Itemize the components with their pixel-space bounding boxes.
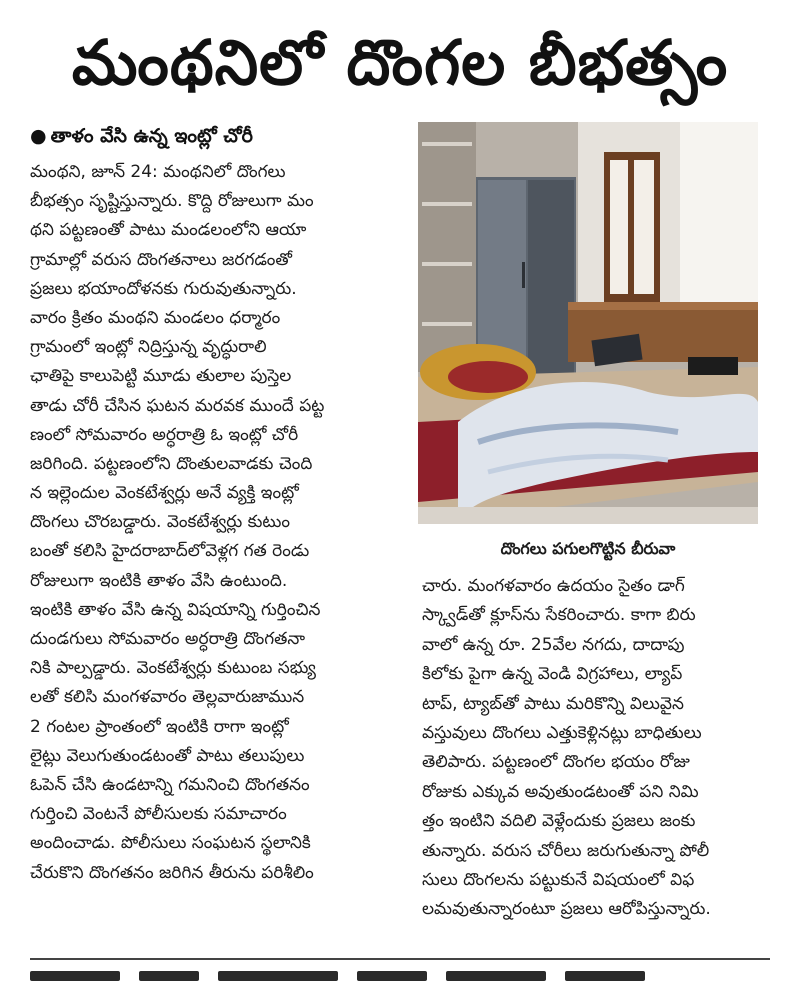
- article-line: ఓపెన్ చేసి ఉండటాన్ని గమనించి దొంగతనం: [30, 774, 310, 795]
- article-line: మంథని, జూన్ 24: మంథనిలో దొంగలు: [30, 162, 286, 182]
- article-line: కిలోకు పైగా ఉన్న వెండి విగ్రహాలు, ల్యాప్: [422, 664, 683, 685]
- news-photo: [418, 122, 758, 524]
- article-line: గుర్తించి వెంటనే పోలీసులకు సమాచారం: [30, 804, 287, 825]
- article-line: టాప్, ట్యాబ్‌తో పాటు మరికొన్ని విలువైన: [422, 693, 684, 714]
- article-line: వాలో ఉన్న రూ. 25వేల నగదు, దాదాపు: [422, 634, 685, 655]
- text-fragment: [357, 971, 427, 981]
- subheadline: [30, 120, 410, 152]
- article-line: జరిగింది. పట్టణంలోని దొంతులవాడకు చెంది: [30, 453, 313, 474]
- article-line: చారు. మంగళవారం ఉదయం సైతం డాగ్: [422, 576, 685, 596]
- article-line: ణంలో సోమవారం అర్ధరాత్రి ఓ ఇంట్లో చోరీ: [30, 424, 299, 445]
- text-fragment: [565, 971, 645, 981]
- article-line: తాడు చోరీ చేసిన ఘటన మరవక ముందే పట్ట: [30, 395, 325, 416]
- article-line: అందించాడు. పోలీసులు సంఘటన స్థలానికి: [30, 833, 311, 854]
- article-line: 2 గంటల ప్రాంతంలో ఇంటికి రాగా ఇంట్లో: [30, 716, 289, 737]
- article-line: న ఇల్లెందుల వెంకటేశ్వర్లు అనే వ్యక్తి ఇంట్లో: [30, 483, 299, 504]
- subheadline-text: తాళం వేసి ఉన్న ఇంట్లో చోరీ: [50, 125, 253, 147]
- article-line: త్తం ఇంటిని వదిలి వెళ్లేందుకు ప్రజలు జంకు: [422, 811, 696, 832]
- text-fragment: [30, 971, 120, 981]
- bedroom-photo-illustration: [418, 122, 758, 524]
- article-line: గ్రామాల్లో వరుస దొంగతనాలు జరగడంతో: [30, 249, 292, 270]
- next-article-strip: [30, 966, 770, 982]
- bottom-divider: [30, 958, 770, 960]
- article-line: దుండగులు సోమవారం అర్ధరాత్రి దొంగతనా: [30, 629, 306, 649]
- article-line: నికి పాల్పడ్డారు. వెంకటేశ్వర్లు కుటుంబ సభ్యు: [30, 658, 316, 679]
- article-line: తున్నారు. వరుస చోరీలు జరుగుతున్నా పోలీ: [422, 840, 710, 861]
- text-fragment: [446, 971, 546, 981]
- article-left-column: [30, 158, 410, 888]
- article-line: చేరుకొని దొంగతనం జరిగిన తీరును పరిశీలిం: [30, 862, 314, 883]
- article-line: దొంగలు చొరబడ్డారు. వెంకటేశ్వర్లు కుటుం: [30, 512, 291, 533]
- article-line: ఛాతిపై కాలుపెట్టి మూడు తులాల పుస్తెల: [30, 366, 292, 387]
- photo-caption: దొంగలు పగులగొట్టిన బీరువా: [500, 539, 676, 558]
- article-line: లతో కలిసి మంగళవారం తెల్లవారుజామున: [30, 687, 305, 708]
- article-line: రోజులుగా ఇంటికి తాళం వేసి ఉంటుంది.: [30, 570, 288, 591]
- article-line: సులు దొంగలను పట్టుకునే విషయంలో విఫ: [422, 869, 695, 890]
- bullet-icon: ●: [30, 125, 47, 147]
- text-fragment: [139, 971, 199, 981]
- text-fragment: [218, 971, 338, 981]
- article-line: రోజుకు ఎక్కువ అవుతుండటంతో పని నిమి: [422, 781, 699, 802]
- article-line: బంతో కలిసి హైదరాబాద్‌లోవెళ్లగ గత రెండు: [30, 541, 310, 562]
- article-line: గ్రామంలో ఇంట్లో నిద్రిస్తున్న వృద్ధురాలి: [30, 337, 267, 358]
- article-line: బీభత్సం సృష్టిస్తున్నారు. కొద్ది రోజులుగా మం: [30, 191, 314, 212]
- article-line: వారం క్రితం మంథని మండలం ధర్మారం: [30, 307, 281, 328]
- article-line: లైట్లు వెలుగుతుండటంతో పాటు తలుపులు: [30, 745, 305, 766]
- article-line: వస్తువులు దొంగలు ఎత్తుకెళ్లినట్లు బాధితులు: [422, 722, 702, 743]
- headline: మంథనిలో దొంగల బీభత్సం: [71, 26, 729, 99]
- article-line: ప్రజలు భయాందోళనకు గురువుతున్నారు.: [30, 278, 297, 299]
- article-line: స్క్వాడ్‌తో క్లూస్‌ను సేకరించారు. కాగా బిరు: [422, 605, 696, 626]
- article-line: థని పట్టణంతో పాటు మండలంలోని ఆయా: [30, 220, 307, 241]
- article-right-column: [422, 572, 766, 925]
- article-line: తెలిపారు. పట్టణంలో దొంగల భయం రోజు: [422, 752, 690, 773]
- article-line: ఇంటికి తాళం వేసి ఉన్న విషయాన్ని గుర్తించిన: [30, 599, 321, 620]
- article-line: లమవుతున్నారంటూ ప్రజలు ఆరోపిస్తున్నారు.: [422, 899, 711, 920]
